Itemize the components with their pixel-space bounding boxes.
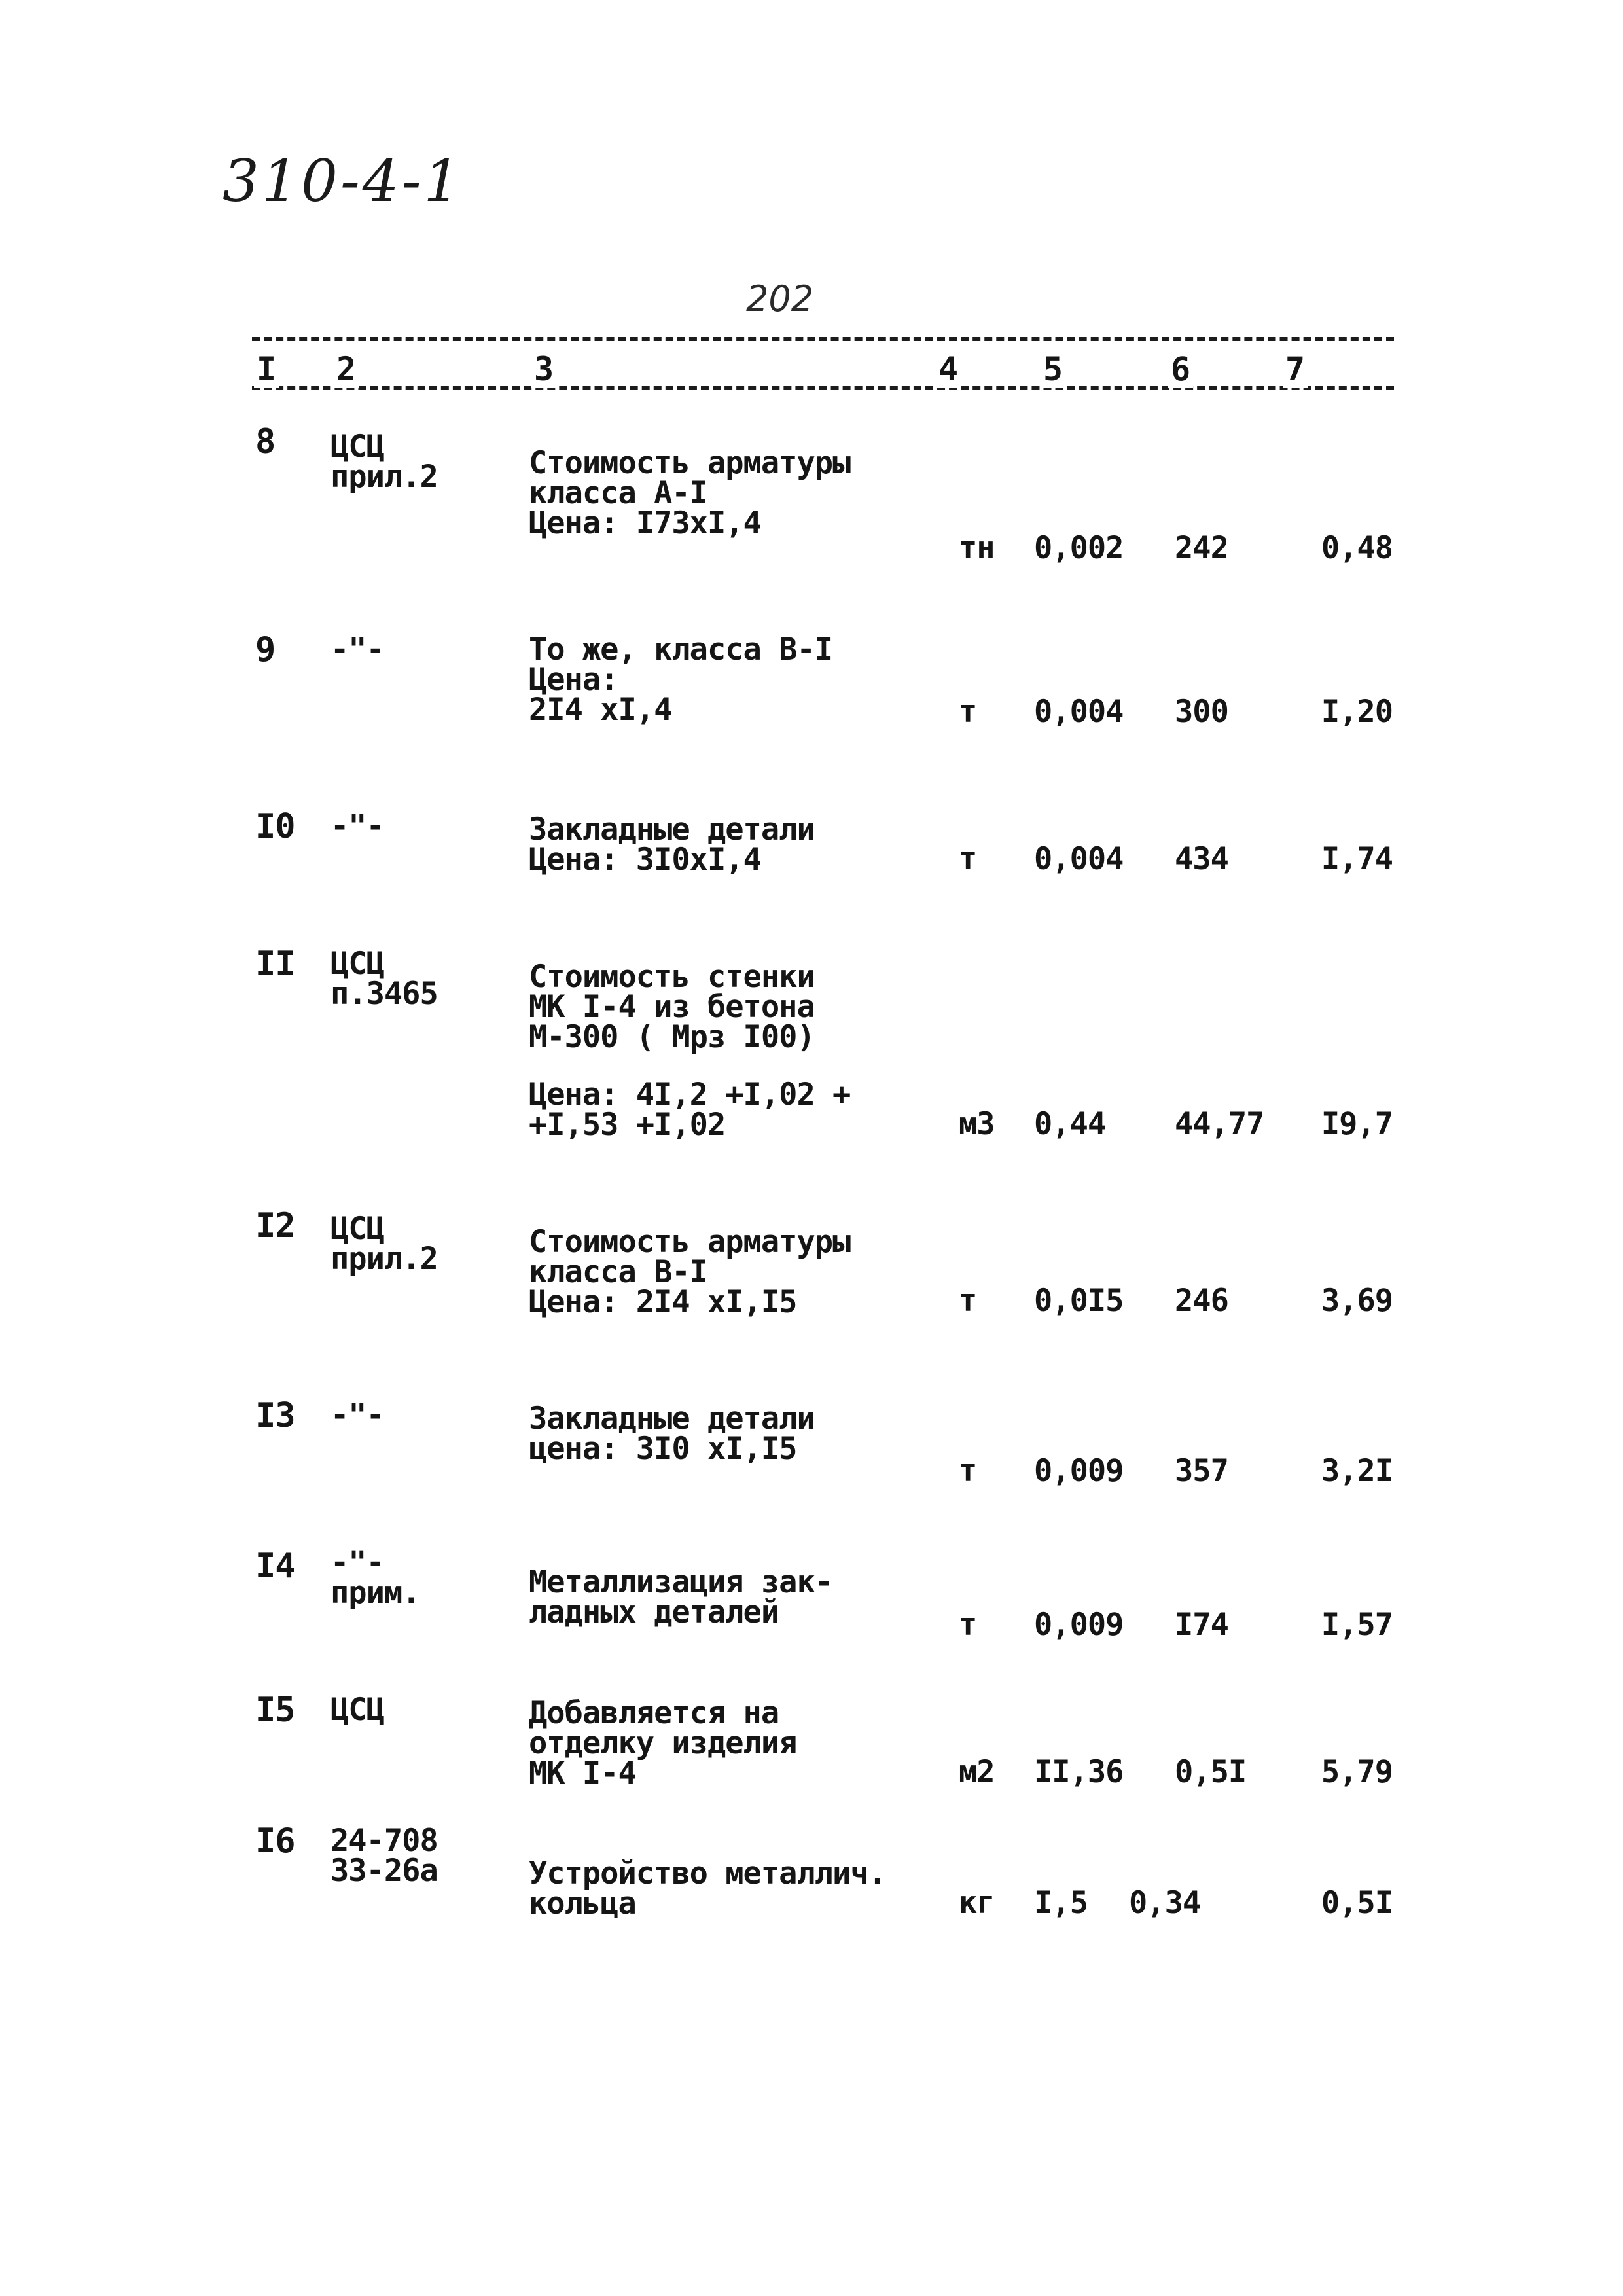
row-price-formula: Цена: 4I,2 +I,02 + +I,53 +I,02 (529, 1077, 851, 1143)
row-total: I,74 (1321, 841, 1393, 877)
row-description: Устройство металлич. кольца (529, 1856, 886, 1922)
row-reference: 24-708 33-26а (330, 1823, 438, 1889)
row-description: Добавляется на отделку изделия МК I-4 (529, 1695, 797, 1791)
table-top-rule (252, 337, 1394, 341)
col-header-4: 4 (936, 350, 961, 388)
row-number: II (255, 944, 295, 984)
col-header-6: 6 (1168, 350, 1193, 388)
row-unit: т (959, 1607, 977, 1643)
row-reference: -"- прим. (330, 1545, 420, 1611)
row-number: I3 (255, 1396, 295, 1435)
row-unit: т (959, 1283, 977, 1319)
row-total: 0,5I (1321, 1885, 1393, 1921)
page-number: 202 (746, 278, 814, 319)
row-unit-price: 357 (1175, 1453, 1228, 1489)
row-quantity: 0,004 (1034, 694, 1124, 730)
row-total: 3,69 (1321, 1283, 1393, 1319)
row-reference: -"- (330, 1397, 384, 1433)
row-unit-price: 242 (1175, 530, 1228, 566)
row-unit: тн (959, 530, 995, 566)
row-number: 8 (255, 422, 276, 461)
col-header-7: 7 (1283, 350, 1308, 388)
row-unit-price: 0,5I (1175, 1754, 1247, 1790)
row-unit-price: 246 (1175, 1283, 1228, 1319)
row-unit: м3 (959, 1106, 995, 1142)
document-code: 310-4-1 (223, 147, 463, 215)
col-header-5: 5 (1041, 350, 1065, 388)
row-description: Стоимость арматуры класса В-I Цена: 2I4 хI,I5 (529, 1224, 851, 1320)
row-total: 3,2I (1321, 1453, 1393, 1489)
row-description: Закладные детали Цена: 3I0хI,4 (529, 812, 815, 878)
row-description: Металлизация зак- ладных деталей (529, 1564, 833, 1630)
row-unit-price: 434 (1175, 841, 1228, 877)
row-unit: кг (959, 1885, 995, 1921)
row-reference: ЦСЦ прил.2 (330, 429, 438, 495)
row-unit-price: 0,34 (1129, 1885, 1201, 1921)
row-description: Закладные детали цена: 3I0 хI,I5 (529, 1401, 815, 1467)
row-reference: ЦСЦ п.3465 (330, 946, 438, 1012)
col-header-1: I (254, 350, 279, 388)
row-unit: т (959, 1453, 977, 1489)
row-total: 5,79 (1321, 1754, 1393, 1790)
row-quantity: 0,002 (1034, 530, 1124, 566)
row-reference: -"- (330, 808, 384, 844)
table-header-rule (252, 386, 1394, 390)
row-quantity: 0,009 (1034, 1453, 1124, 1489)
row-total: I,57 (1321, 1607, 1393, 1643)
row-reference: ЦСЦ (330, 1692, 384, 1728)
row-unit-price: 44,77 (1175, 1106, 1264, 1142)
row-unit-price: I74 (1175, 1607, 1228, 1643)
row-quantity: 0,009 (1034, 1607, 1124, 1643)
row-number: 9 (255, 630, 276, 670)
row-total: I,20 (1321, 694, 1393, 730)
col-header-2: 2 (334, 350, 359, 388)
row-number: I4 (255, 1547, 295, 1586)
row-number: I5 (255, 1691, 295, 1730)
col-header-3: 3 (531, 350, 556, 388)
row-total: I9,7 (1321, 1106, 1393, 1142)
row-quantity: 0,004 (1034, 841, 1124, 877)
row-number: I2 (255, 1206, 295, 1246)
row-description: Стоимость стенки МК I-4 из бетона М-300 ( Мрз I00) (529, 959, 815, 1055)
row-unit-price: 300 (1175, 694, 1228, 730)
row-quantity: II,36 (1034, 1754, 1124, 1790)
row-reference: ЦСЦ прил.2 (330, 1211, 438, 1277)
row-reference: -"- (330, 632, 384, 668)
row-quantity: I,5 (1034, 1885, 1088, 1921)
row-unit: т (959, 841, 977, 877)
row-description: Стоимость арматуры класса А-I Цена: I73хI,4 (529, 445, 851, 541)
row-total: 0,48 (1321, 530, 1393, 566)
row-number: I6 (255, 1821, 295, 1861)
row-number: I0 (255, 807, 295, 846)
row-unit: м2 (959, 1754, 995, 1790)
row-quantity: 0,0I5 (1034, 1283, 1124, 1319)
row-description: То же, класса В-I Цена: 2I4 хI,4 (529, 632, 833, 728)
row-unit: т (959, 694, 977, 730)
row-quantity: 0,44 (1034, 1106, 1106, 1142)
